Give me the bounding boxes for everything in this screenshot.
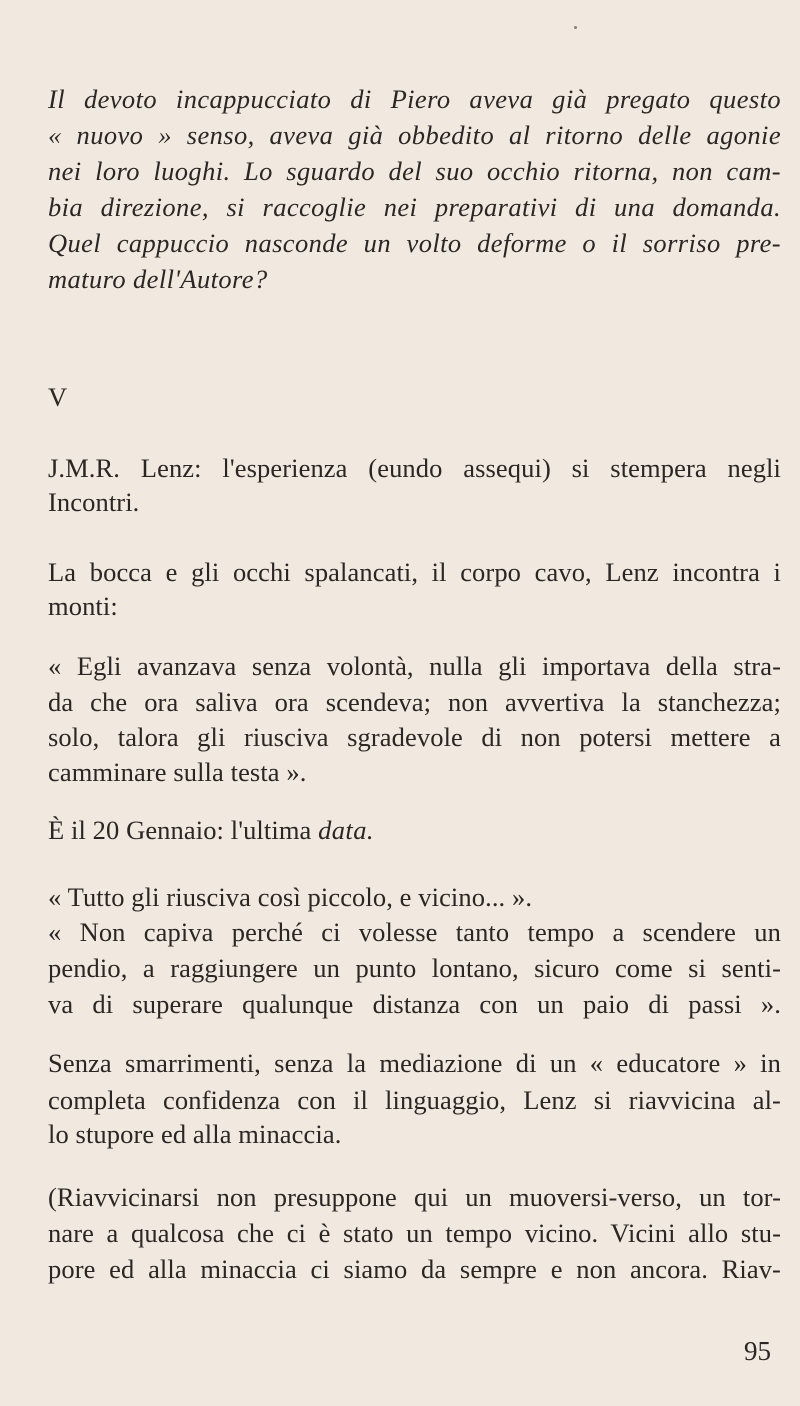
riavvicinarsi-line-2: nare a qualcosa che ci è stato un tempo vicino. Vicini allo stu- — [48, 1218, 781, 1248]
senza-line-1: Senza smarrimenti, senza la mediazione di un « educatore » in — [48, 1048, 781, 1078]
italic-line-6: maturo dell'Autore? — [48, 264, 268, 294]
riavvicinarsi-line-3: pore ed alla minaccia ci siamo da sempre e non ancora. Riav- — [48, 1254, 781, 1284]
non-capiva-line-2: pendio, a raggiungere un punto lontano, sicuro come si senti- — [48, 953, 781, 983]
page-number: 95 — [744, 1336, 771, 1366]
egli-line-1: « Egli avanzava senza volontà, nulla gli importava della stra- — [48, 651, 781, 681]
egli-line-2: da che ora saliva ora scendeva; non avvertiva la stanchezza; — [48, 687, 781, 717]
italic-line-3: nei loro luoghi. Lo sguardo del suo occhio ritorna, non cam- — [48, 156, 781, 186]
bocca-line-1: La bocca e gli occhi spalancati, il corpo cavo, Lenz incontra i — [48, 557, 781, 587]
tutto-quote: « Tutto gli riusciva così piccolo, e vicino... ». — [48, 882, 533, 912]
bocca-line-2: monti: — [48, 591, 118, 621]
senza-line-3: lo stupore ed alla minaccia. — [48, 1119, 342, 1149]
italic-line-1: Il devoto incappucciato di Piero aveva già pregato questo — [48, 84, 781, 114]
egli-line-3: solo, talora gli riusciva sgradevole di non potersi mettere a — [48, 722, 781, 752]
riavvicinarsi-line-1: (Riavvicinarsi non presuppone qui un muoversi-verso, un tor- — [48, 1182, 781, 1212]
section-numeral: V — [48, 382, 68, 412]
italic-line-2: « nuovo » senso, aveva già obbedito al ritorno delle agonie — [48, 120, 781, 150]
non-capiva-line-1: « Non capiva perché ci volesse tanto tempo a scendere un — [48, 917, 781, 947]
date-line-prefix: È il 20 Gennaio: l'ultima — [48, 815, 319, 845]
lenz-heading-line-1: J.M.R. Lenz: l'esperienza (eundo assequi) si stempera negli — [48, 453, 781, 483]
italic-line-5: Quel cappuccio nasconde un volto deforme o il sorriso pre- — [48, 228, 781, 258]
non-capiva-line-3: va di superare qualunque distanza con un paio di passi ». — [48, 989, 781, 1019]
italic-line-4: bia direzione, si raccoglie nei preparativi di una domanda. — [48, 192, 781, 222]
paper-speck — [574, 26, 577, 29]
senza-line-2: completa confidenza con il linguaggio, Lenz si riavvicina al- — [48, 1085, 781, 1115]
date-line-emphasis: data. — [318, 815, 374, 845]
egli-line-4: camminare sulla testa ». — [48, 757, 307, 787]
lenz-heading-line-2: Incontri. — [48, 487, 140, 517]
date-line — [48, 813, 374, 847]
